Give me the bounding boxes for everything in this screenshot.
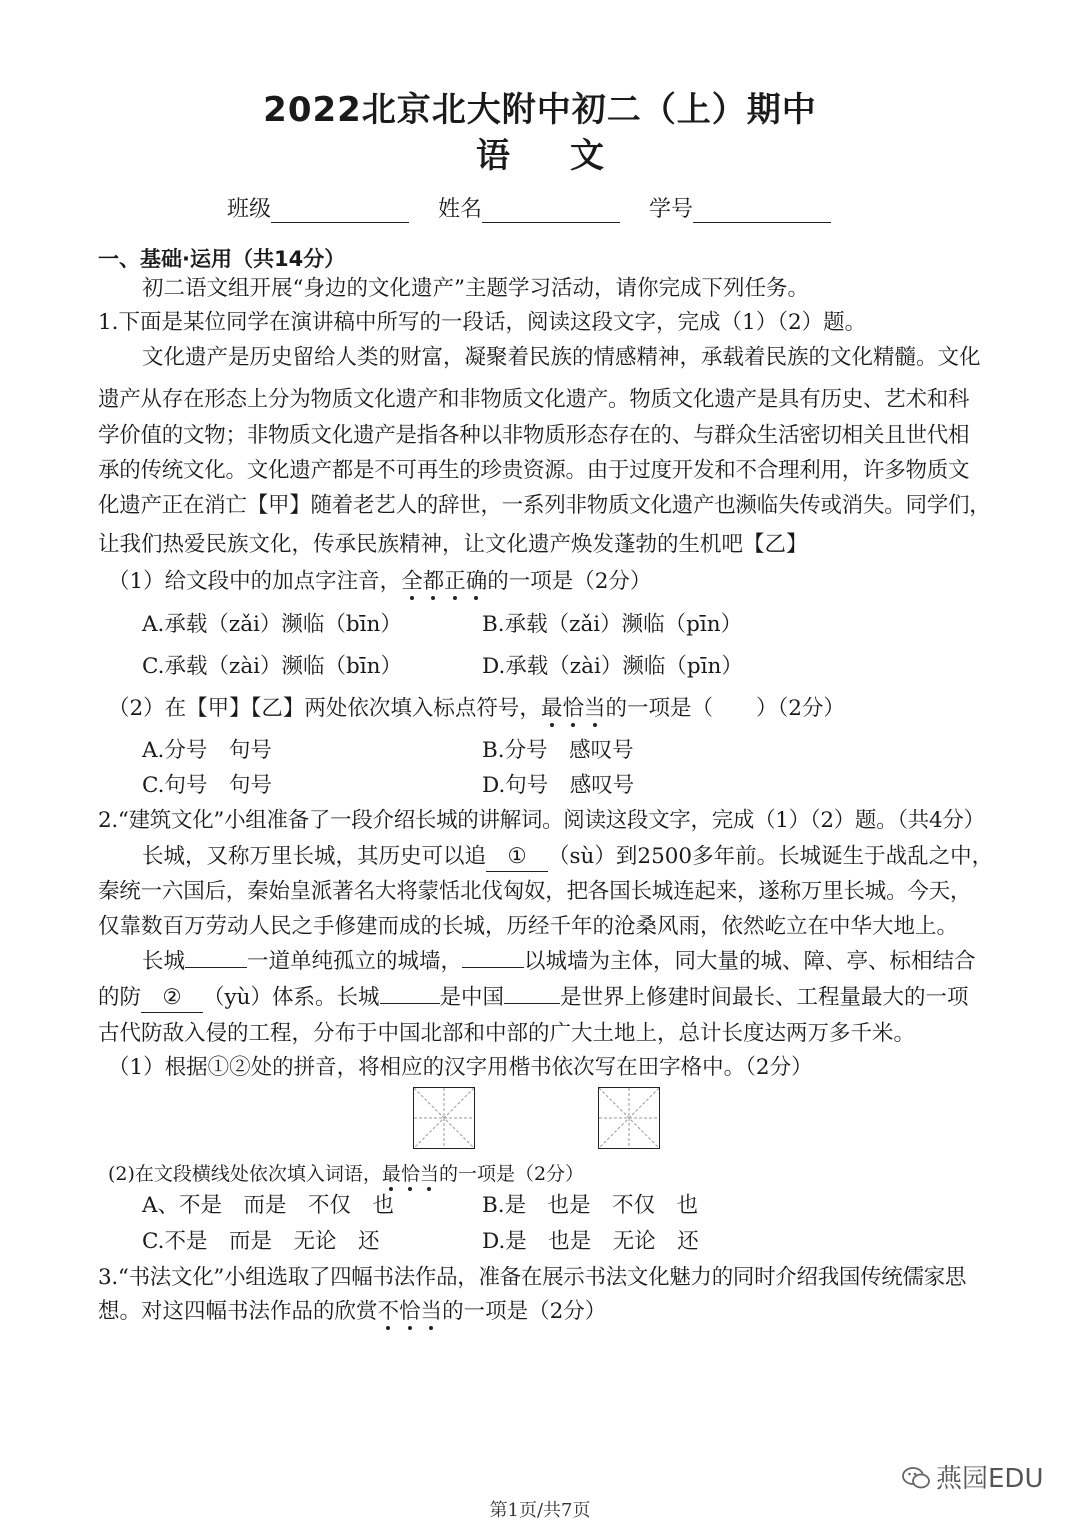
q2-passage-line: 古代防敌入侵的工程，分布于中国北部和中部的广大土地上，总计长度达两万多千米。 <box>98 1021 916 1046</box>
dotted-char: 不 <box>377 1299 400 1324</box>
blank-d[interactable] <box>504 1003 560 1004</box>
blank-b[interactable] <box>462 967 524 968</box>
q1-passage-line: 遗产从存在形态上分为物质文化遗产和非物质文化遗产。物质文化遗产是具有历史、艺术和科 <box>98 387 970 412</box>
q2-sub2-stem <box>108 1160 584 1188</box>
q1-passage-line: 让我们热爱民族文化，传承民族精神，让文化遗产焕发蓬勃的生机吧【乙】 <box>98 532 808 557</box>
q1-passage-line: 承的传统文化。文化遗产都是不可再生的珍贵资源。由于过度开发和不合理利用，许多物质文 <box>98 458 970 483</box>
option-b[interactable]: B.分号 感叹号 <box>482 738 634 763</box>
stem-text: 想。对这四幅书法作品的欣赏 <box>98 1299 378 1324</box>
stem-text: 的一项是（2分） <box>442 1299 607 1324</box>
dotted-char: 最 <box>540 696 563 721</box>
subject-char: 语 <box>476 136 510 176</box>
section-intro: 初二语文组开展“身边的文化遗产”主题学习活动，请你完成下列任务。 <box>142 276 809 301</box>
tianzi-grid-1[interactable] <box>413 1087 475 1149</box>
q1-passage-line: 文化遗产是历史留给人类的财富，凝聚着民族的情感精神，承载着民族的文化精髓。文化 <box>142 345 981 370</box>
class-label: 班级 <box>226 197 271 222</box>
q3-line: 3.“书法文化”小组选取了四幅书法作品，准备在展示书法文化魅力的同时介绍我国传统儒家思 <box>98 1265 967 1290</box>
stem-text: (2)在文段横线处依次填入词语， <box>108 1163 382 1185</box>
option-a[interactable]: A.承载（zǎi）濒临（bīn） <box>142 612 402 637</box>
exam-title: 2022北京北大附中初二（上）期中 <box>263 90 817 130</box>
passage-text: （yù）体系。长城 <box>203 985 380 1010</box>
passage-text: 一道单纯孤立的城墙， <box>247 949 463 974</box>
name-blank[interactable] <box>482 200 620 223</box>
option-d[interactable]: D.承载（zài）濒临（pīn） <box>482 654 743 679</box>
dotted-emphasis <box>382 1163 439 1185</box>
watermark <box>902 1458 1043 1495</box>
q2-passage-line <box>98 984 969 1013</box>
id-blank[interactable] <box>693 200 831 223</box>
q2-passage-line <box>142 843 993 872</box>
option-c[interactable]: C.承载（zài）濒临（bīn） <box>142 654 403 679</box>
stem-text: 的一项是（2分） <box>438 1163 585 1185</box>
dotted-char: 都 <box>422 569 445 594</box>
dotted-char: 全 <box>401 569 423 594</box>
q1-sub2-stem <box>108 695 845 723</box>
section-heading: 一、基础·运用（共14分） <box>98 247 346 271</box>
dotted-char: 正 <box>444 569 466 594</box>
q2-passage-line <box>142 948 976 976</box>
grid-lines <box>414 1088 474 1148</box>
q1-stem: 1.下面是某位同学在演讲稿中所写的一段话，阅读这段文字，完成（1）（2）题。 <box>98 310 867 335</box>
dotted-char: 恰 <box>399 1299 421 1324</box>
option-d[interactable]: D.句号 感叹号 <box>482 773 635 798</box>
passage-text: 是中国 <box>439 985 505 1010</box>
class-blank[interactable] <box>271 200 409 223</box>
q3-line <box>98 1298 606 1326</box>
subject-title <box>0 128 1080 177</box>
passage-text: 长城 <box>142 949 186 974</box>
blank-a[interactable] <box>185 967 247 968</box>
q2-passage-line: 仅靠数百万劳动人民之手修建而成的长城，历经千年的沧桑风雨，依然屹立在中华大地上。 <box>98 914 959 939</box>
subject-char: 文 <box>570 136 604 176</box>
student-info <box>0 192 1080 223</box>
page-footer: 第1页/共7页 <box>489 1500 591 1521</box>
q1-passage-line: 学价值的文物；非物质文化遗产是指各种以非物质形态存在的、与群众生活密切相关且世代相 <box>98 423 970 448</box>
dotted-emphasis <box>541 696 606 721</box>
wechat-icon <box>902 1466 930 1490</box>
passage-text: （sù）到2500多年前。长城诞生于战乱之中， <box>548 844 994 869</box>
stem-text: （2）在【甲】【乙】两处依次填入标点符号， <box>108 696 541 721</box>
passage-text: 是世界上修建时间最长、工程量最大的一项 <box>560 985 969 1010</box>
q1-sub1-stem <box>108 568 651 596</box>
option-c[interactable]: C.句号 句号 <box>142 773 273 798</box>
dotted-char: 当 <box>583 696 606 721</box>
passage-text: 的防 <box>98 985 142 1010</box>
blank-c[interactable] <box>380 1003 440 1004</box>
dotted-char: 恰 <box>400 1163 420 1185</box>
passage-text: 长城，又称万里长城，其历史可以追 <box>142 844 487 869</box>
id-label: 学号 <box>649 197 694 222</box>
option-d[interactable]: D.是 也是 无论 还 <box>482 1229 699 1254</box>
q2-passage-line: 秦统一六国后，秦始皇派著名大将蒙恬北伐匈奴，把各国长城连起来，遂称万里长城。今天， <box>98 879 972 904</box>
dotted-char: 最 <box>381 1163 401 1185</box>
dotted-emphasis <box>401 569 487 594</box>
dotted-emphasis <box>378 1299 443 1324</box>
blank-1[interactable]: ① <box>486 843 548 872</box>
option-c[interactable]: C.不是 而是 无论 还 <box>142 1229 380 1254</box>
dotted-char: 确 <box>465 569 488 594</box>
tianzi-grid-2[interactable] <box>598 1087 660 1149</box>
name-label: 姓名 <box>437 197 482 222</box>
option-a[interactable]: A、不是 而是 不仅 也 <box>142 1193 395 1218</box>
grid-lines <box>599 1088 659 1148</box>
q2-sub1-stem: （1）根据①②处的拼音，将相应的汉字用楷书依次写在田字格中。（2分） <box>108 1055 813 1080</box>
dotted-char: 当 <box>420 1299 443 1324</box>
option-b[interactable]: B.承载（zǎi）濒临（pīn） <box>482 612 743 637</box>
stem-text: 的一项是（2分） <box>487 569 652 594</box>
stem-text: 的一项是（ ）（2分） <box>605 696 845 721</box>
q2-stem: 2.“建筑文化”小组准备了一段介绍长城的讲解词。阅读这段文字，完成（1）（2）题。（共4分） <box>98 808 985 833</box>
option-a[interactable]: A.分号 句号 <box>142 738 272 763</box>
q1-passage-line: 化遗产正在消亡【甲】随着老艺人的辞世，一系列非物质文化遗产也濒临失传或消失。同学们， <box>98 493 991 518</box>
option-b[interactable]: B.是 也是 不仅 也 <box>482 1193 699 1218</box>
dotted-char: 恰 <box>562 696 584 721</box>
dotted-char: 当 <box>419 1163 439 1185</box>
watermark-text: 燕园EDU <box>936 1464 1044 1494</box>
blank-2[interactable]: ② <box>141 984 203 1013</box>
stem-text: （1）给文段中的加点字注音， <box>108 569 402 594</box>
passage-text: 以城墙为主体，同大量的城、障、亭、标相结合 <box>524 949 976 974</box>
